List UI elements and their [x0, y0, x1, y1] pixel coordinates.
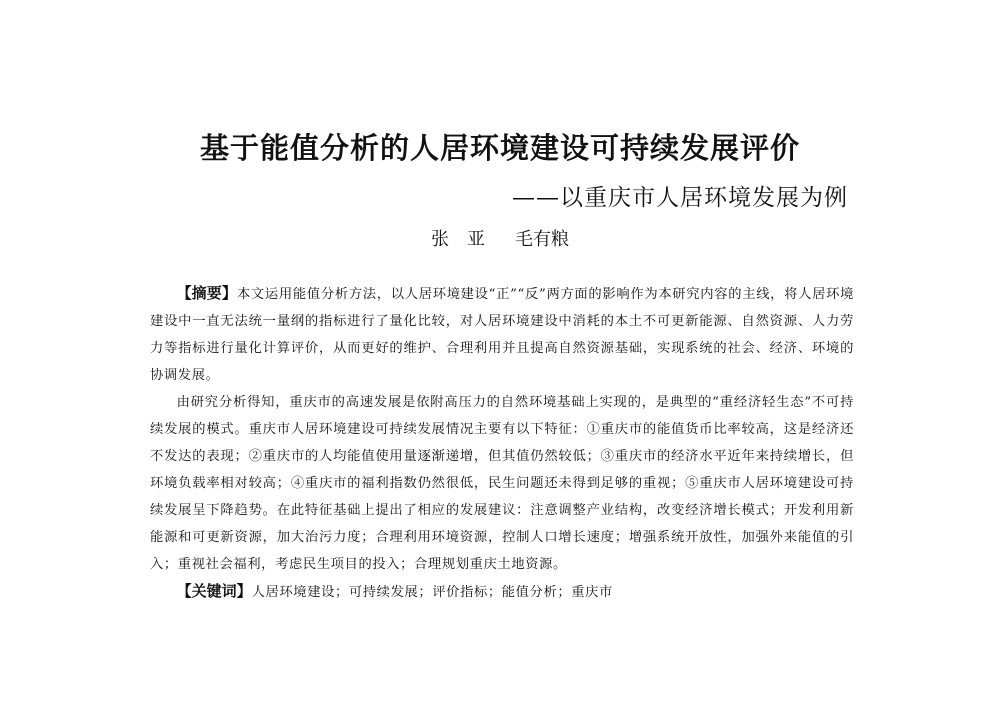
abstract-paragraph [150, 280, 854, 389]
abstract-findings-paragraph: 由研究分析得知，重庆市的高速发展是依附高压力的自然环境基础上实现的，是典型的“重经济轻生态”不可持续发展的模式。重庆市人居环境建设可持续发展情况主要有以下特征：①重庆市的能值货币比率较高，这是经济还不发达的表现；②重庆市的人均能值使用量逐渐递增，但其值仍然较低；③重庆市的经济水平近年来持续增长，但环境负载率相对较高；④重庆市的福利指数仍然很低，民生问题还未得到足够的重视；⑤重庆市人居环境建设可持续发展呈下降趋势。在此特征基础上提出了相应的发展建议：注意调整产业结构，改变经济增长模式；开发利用新能源和可更新资源，加大治污力度；合理利用环境资源，控制人口增长速度；增强系统开放性，加强外来能值的引入；重视社会福利，考虑民生项目的投入；合理规划重庆土地资源。 [150, 395, 854, 572]
author-name: 张 亚 [431, 229, 485, 250]
keywords-label: 【关键词】 [176, 582, 252, 600]
paper-title: 基于能值分析的人居环境建设可持续发展评价 [199, 131, 800, 165]
paper-subtitle: ——以重庆市人居环境发展为例 [512, 185, 848, 211]
keywords-paragraph [150, 578, 854, 606]
abstract-text: 本文运用能值分析方法，以人居环境建设“正”“反”两方面的影响作为本研究内容的主线，将人居环境建设中一直无法统一量纲的指标进行了量化比较，对人居环境建设中消耗的本土不可更新能源、自然资源、人力劳力等指标进行量化计算评价，从而更好的维护、合理利用并且提高自然资源基础，实现系统的社会、经济、环境的协调发展。 [150, 287, 854, 383]
author-list [0, 227, 1000, 253]
abstract-section [150, 280, 854, 606]
keywords-text: 人居环境建设；可持续发展；评价指标；能值分析；重庆市 [251, 585, 613, 600]
abstract-label: 【摘要】 [176, 284, 237, 302]
author-name: 毛有粮 [515, 229, 569, 250]
